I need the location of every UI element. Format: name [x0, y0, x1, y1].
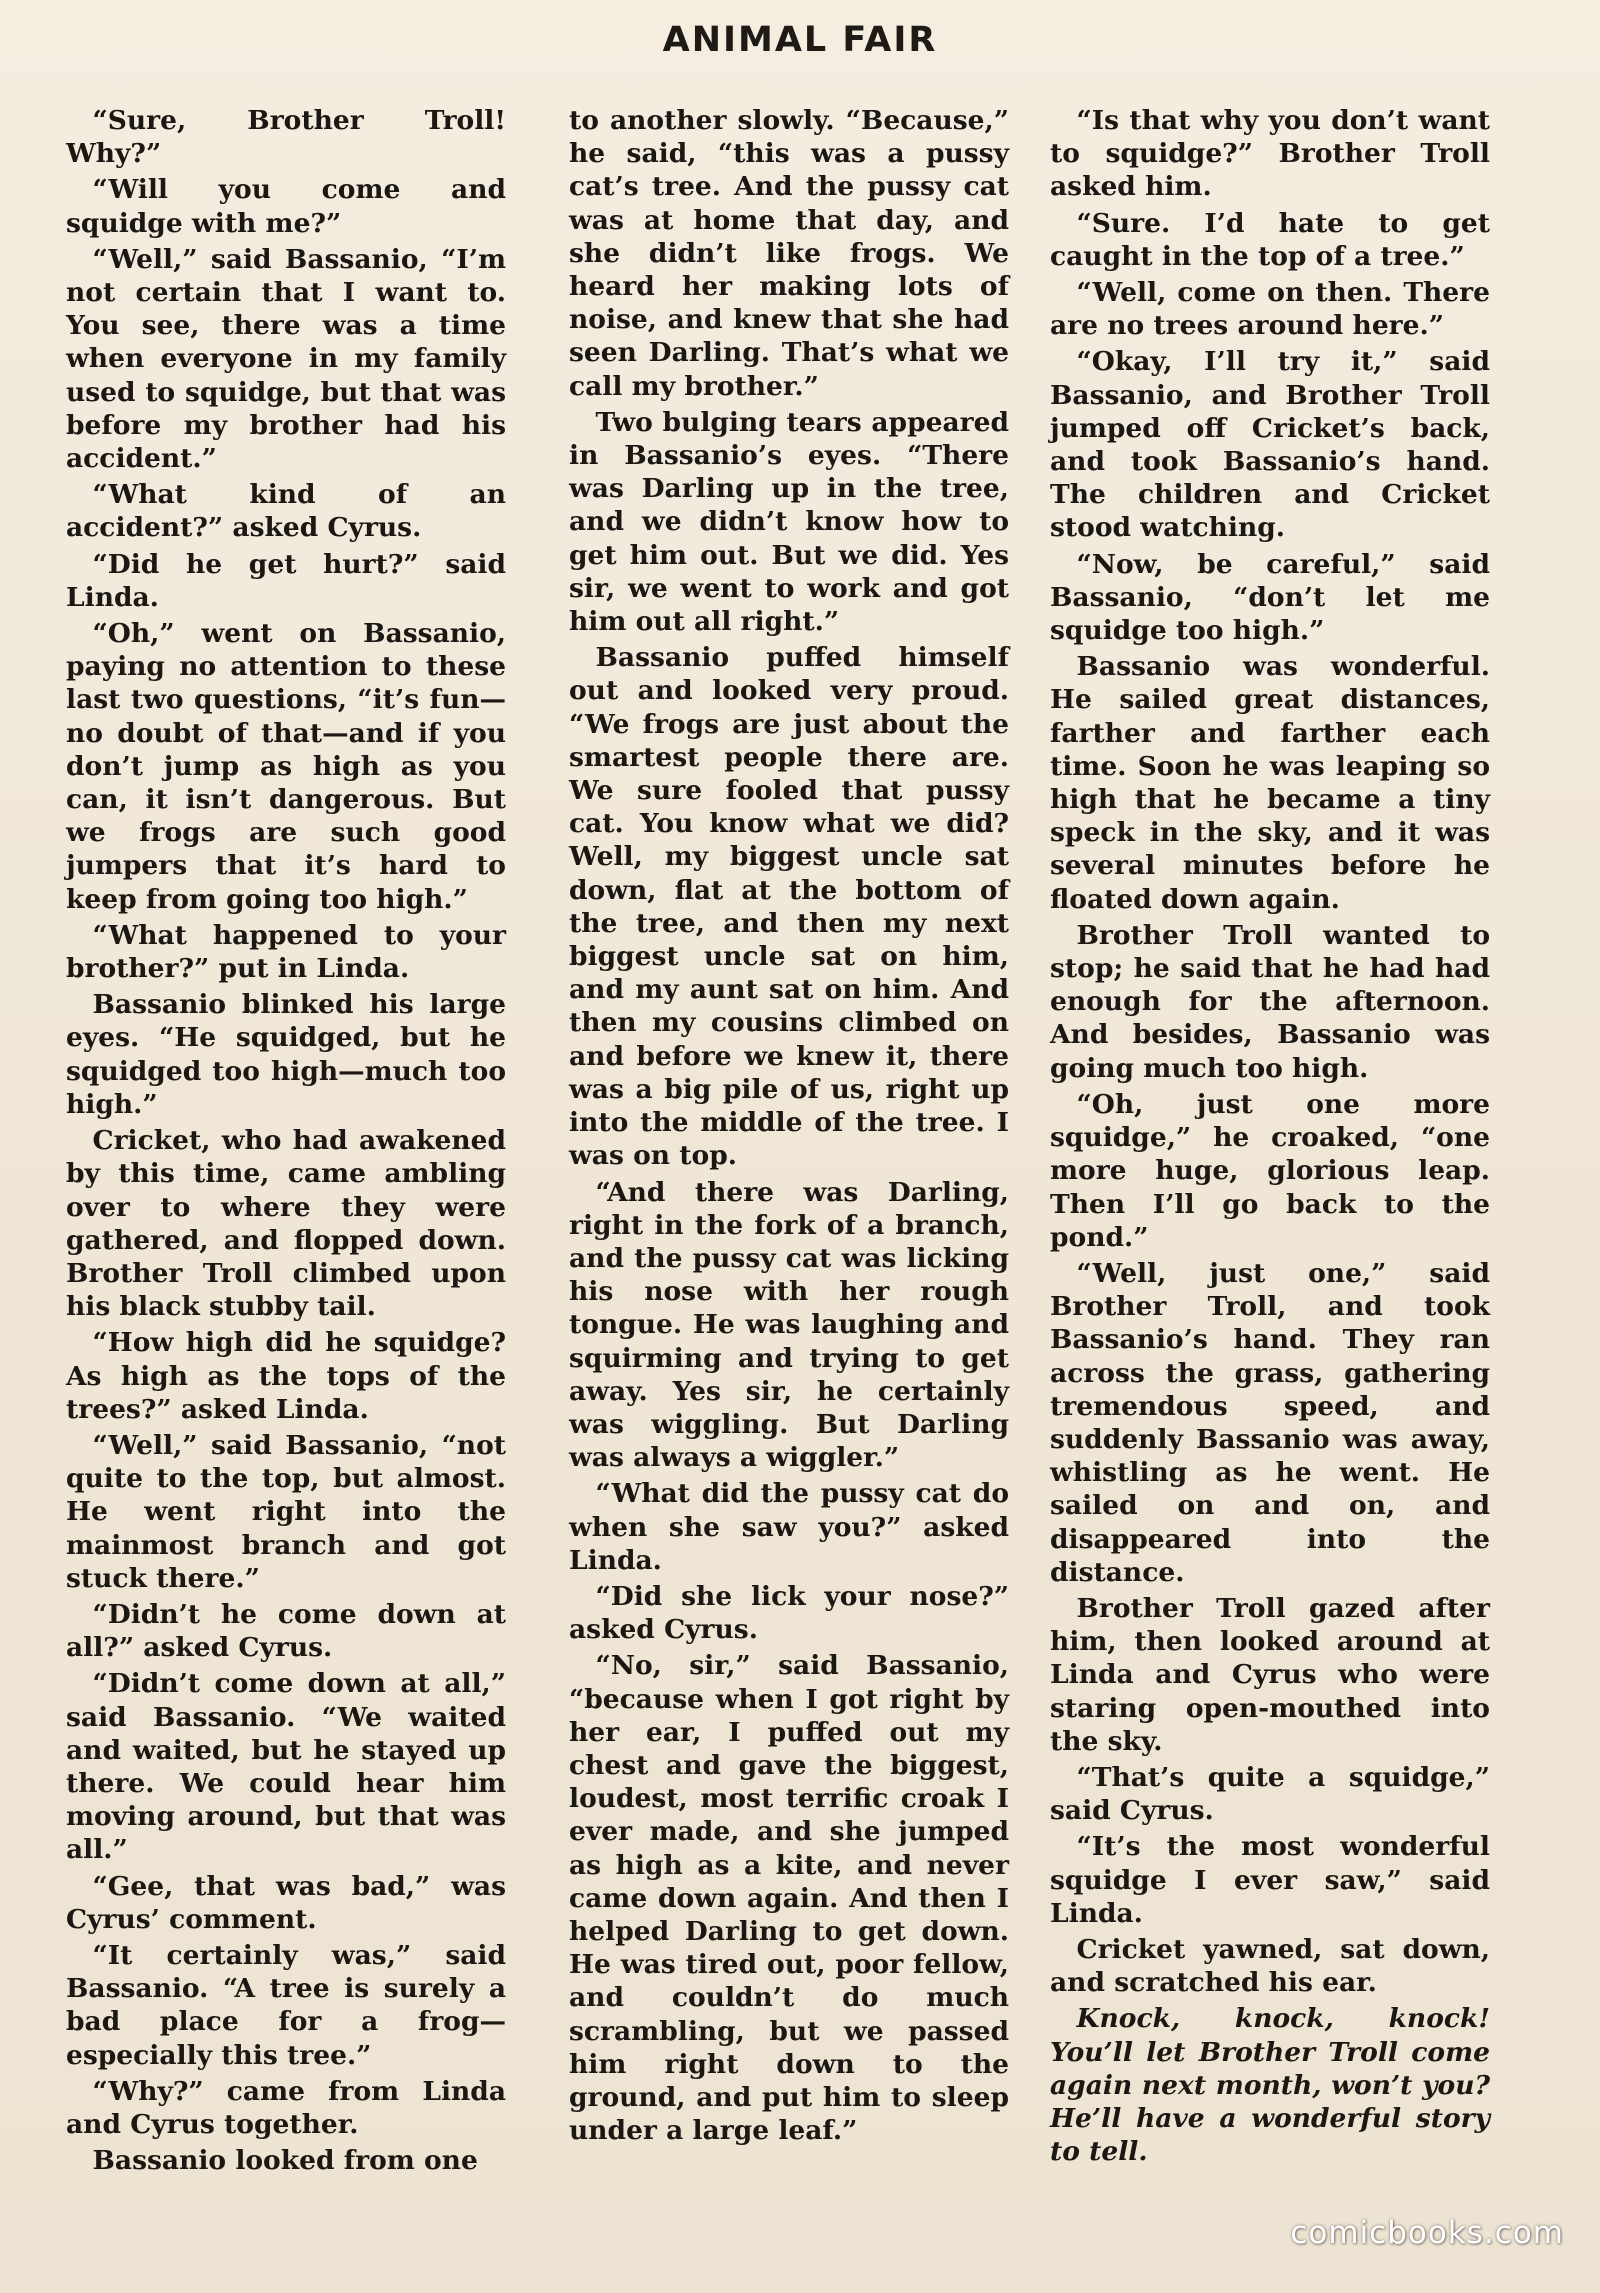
paragraph: “And there was Darling, right in the fork of a branch, and the pussy cat was licking his nose with her rough tongue. He was laughing and squirming and trying to get away. Yes sir, he certainly was wiggling. But Darling was always a wiggler.” — [569, 1176, 1009, 1474]
paragraph: “No, sir,” said Bassanio, “because when I got right by her ear, I puffed out my chest and gave the biggest, loudest, most terrific croak I ever made, and she jumped as high as a kite, and never came down again. And then I helped Darling to get down. He was tired out, poor fellow, and couldn’t do much scrambling, but we passed him right down to the ground, and put him to sleep under a large leaf.” — [569, 1650, 1009, 2147]
paragraph: Bassanio was wonderful. He sailed great distances, farther and farther each time. Soon he was leaping so high that he became a tiny speck in the sky, and it was several minutes before he floated down again. — [1050, 651, 1490, 915]
paragraph: “Gee, that was bad,” was Cyrus’ comment. — [66, 1870, 506, 1935]
paragraph: “Why?” came from Linda and Cyrus together. — [66, 2075, 506, 2140]
paragraph: “What happened to your brother?” put in Linda. — [66, 919, 506, 985]
paragraph: Bassanio blinked his large eyes. “He squidged, but he squidged too high—much too high.” — [66, 989, 506, 1120]
paragraph: to another slowly. “Because,” he said, “this was a pussy cat’s tree. And the pussy cat was at home that day, and she didn’t like frogs. We heard her making lots of noise, and knew that she had seen Darling. That’s what we call my brother.” — [569, 105, 1009, 402]
paragraph: “Well,” said Bassanio, “not quite to the top, but almost. He went right into the mainmost branch and got stuck there.” — [66, 1429, 506, 1594]
paragraph: “It’s the most wonderful squidge I ever saw,” said Linda. — [1050, 1831, 1490, 1929]
closing-paragraph: Knock, knock, knock! You’ll let Brother Troll come again next month, won’t you? He’ll have a wonderful story to tell. — [1050, 2003, 1490, 2168]
paragraph: “Is that why you don’t want to squidge?” Brother Troll asked him. — [1050, 105, 1490, 203]
text-column-1 — [66, 104, 506, 2180]
paragraph: “Sure. I’d hate to get caught in the top of a tree.” — [1050, 207, 1490, 272]
paragraph: Brother Troll wanted to stop; he said that he had had enough for the afternoon. And besides, Bassanio was going much too high. — [1050, 919, 1490, 1084]
paragraph: “Did he get hurt?” said Linda. — [66, 548, 506, 613]
text-column-3 — [1050, 104, 1490, 2171]
text-column-2 — [569, 104, 1009, 2150]
paragraph: Cricket yawned, sat down, and scratched his ear. — [1050, 1933, 1490, 1999]
paragraph: “Well, come on then. There are no trees around here.” — [1050, 277, 1490, 342]
paragraph: “Didn’t he come down at all?” asked Cyrus. — [66, 1598, 506, 1664]
paragraph: “That’s quite a squidge,” said Cyrus. — [1050, 1761, 1490, 1827]
paragraph: “How high did he squidge? As high as the tops of the trees?” asked Linda. — [66, 1327, 506, 1425]
paragraph: “What kind of an accident?” asked Cyrus. — [66, 479, 506, 544]
paragraph: “Well,” said Bassanio, “I’m not certain that I want to. You see, there was a time when everyone in my family used to squidge, but that was before my brother had his accident.” — [66, 243, 506, 475]
paragraph: Brother Troll gazed after him, then looked around at Linda and Cyrus who were staring open-mouthed into the sky. — [1050, 1592, 1490, 1757]
paragraph: “What did the pussy cat do when she saw you?” asked Linda. — [569, 1478, 1009, 1576]
paragraph: “Oh,” went on Bassanio, paying no attention to these last two questions, “it’s fun—no doubt of that—and if you don’t jump as high as you can, it isn’t dangerous. But we frogs are such good jumpers that it’s hard to keep from going too high.” — [66, 618, 506, 915]
page-header: ANIMAL FAIR — [662, 20, 938, 60]
paragraph: “Oh, just one more squidge,” he croaked, “one more huge, glorious leap. Then I’ll go back to the pond.” — [1050, 1088, 1490, 1253]
paragraph: “Well, just one,” said Brother Troll, and took Bassanio’s hand. They ran across the grass, gathering tremendous speed, and suddenly Bassanio was away, whistling as he went. He sailed on and on, and disappeared into the distance. — [1050, 1257, 1490, 1588]
paragraph: Bassanio looked from one — [92, 2145, 478, 2177]
paragraph: “Will you come and squidge with me?” — [66, 174, 506, 239]
paragraph: Two bulging tears appeared in Bassanio’s eyes. “There was Darling up in the tree, and we didn’t know how to get him out. But we did. Yes sir, we went to work and got him out all right.” — [569, 406, 1009, 638]
paragraph: “It certainly was,” said Bassanio. “A tree is surely a bad place for a frog—especially this tree.” — [66, 1939, 506, 2071]
paragraph: “Okay, I’ll try it,” said Bassanio, and Brother Troll jumped off Cricket’s back, and took Bassanio’s hand. The children and Cricket stood watching. — [1050, 346, 1490, 544]
paragraph: “Did she lick your nose?” asked Cyrus. — [569, 1580, 1009, 1646]
paragraph: Cricket, who had awakened by this time, came ambling over to where they were gathered, and flopped down. Brother Troll climbed upon his black stubby tail. — [66, 1125, 506, 1323]
paragraph: “Now, be careful,” said Bassanio, “don’t let me squidge too high.” — [1050, 548, 1490, 647]
paragraph: “Sure, Brother Troll! Why?” — [66, 105, 506, 170]
paragraph: Bassanio puffed himself out and looked very proud. “We frogs are just about the smartest people there are. We sure fooled that pussy cat. You know what we did? Well, my biggest uncle sat down, flat at the bottom of the tree, and then my next biggest uncle sat on him, and my aunt sat on him. And then my cousins climbed on and before we knew it, there was a big pile of us, right up into the middle of the tree. I was on top. — [569, 642, 1009, 1172]
paragraph: “Didn’t come down at all,” said Bassanio. “We waited and waited, but he stayed up there. We could hear him moving around, but that was all.” — [66, 1668, 506, 1866]
site-watermark: comicbooks.com — [1290, 2215, 1564, 2251]
